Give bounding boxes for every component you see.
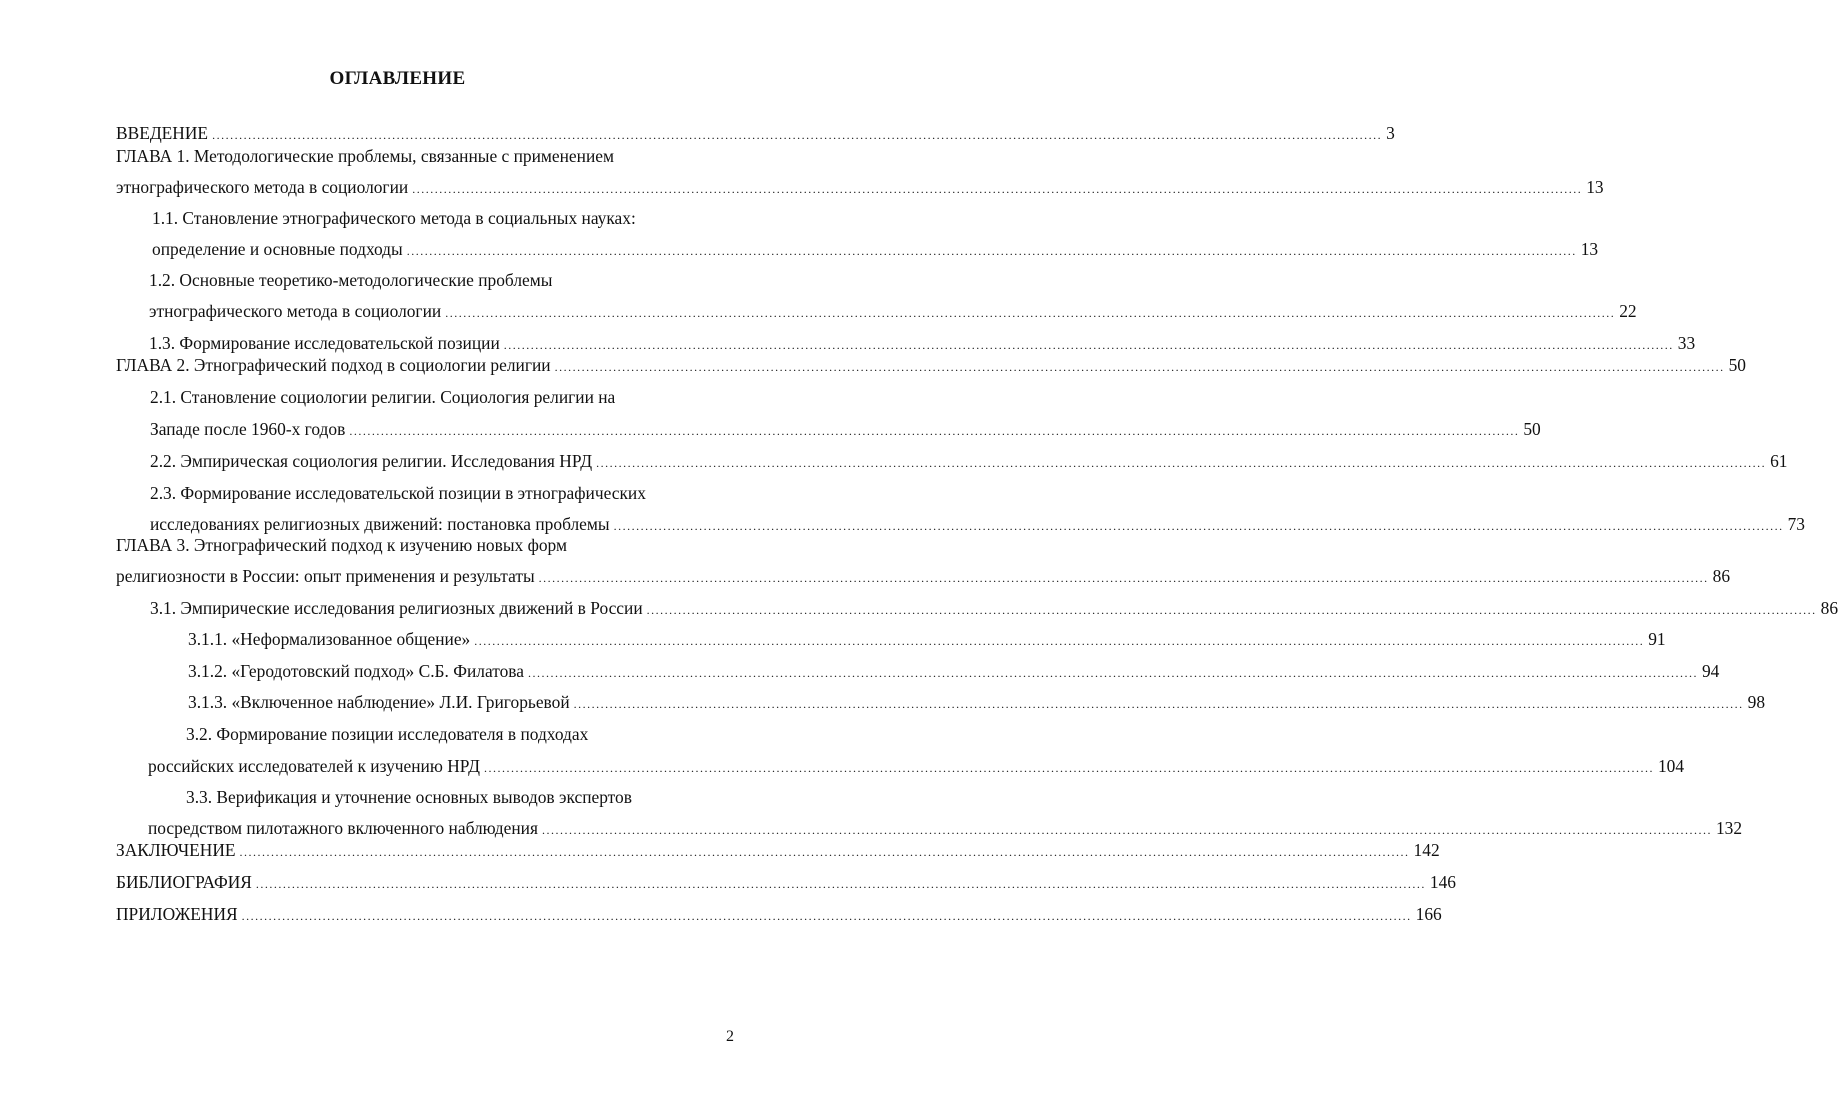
toc-entry	[149, 299, 1637, 323]
dot-leader: ....................................................................................................................................................................................................................................................................	[503, 338, 1674, 352]
toc-entry-page: 104	[1657, 756, 1685, 776]
toc-entry	[150, 385, 724, 409]
toc-entry-page: 166	[1415, 904, 1442, 924]
page-number: 2	[726, 1028, 734, 1045]
dot-leader: ....................................................................................................................................................................................................................................................................	[541, 823, 1712, 837]
dot-leader: ....................................................................................................................................................................................................................................................................	[212, 128, 1383, 142]
toc-entry	[188, 627, 1666, 651]
toc-entry-page: 142	[1413, 840, 1440, 860]
toc-entry-label: ЗАКЛЮЧЕНИЕ	[116, 840, 236, 860]
toc-entry	[150, 449, 1788, 473]
toc-entry-label: этнографического метода в социологии	[116, 177, 409, 197]
toc-entry-label: 3.1. Эмпирические исследования религиозных движений в России	[150, 598, 643, 618]
toc-entry-label: посредством пилотажного включенного наблюдения	[148, 818, 538, 838]
toc-entry-page: 94	[1701, 661, 1720, 681]
toc-entry-page: 98	[1747, 692, 1766, 712]
toc-entry-label: ГЛАВА 1. Методологические проблемы, связанные с применением	[116, 146, 614, 166]
toc-entry-label: этнографического метода в социологии	[149, 301, 442, 321]
toc-entry-page: 13	[1580, 239, 1599, 259]
toc-entry-label: религиозности в России: опыт применения и результаты	[116, 566, 535, 586]
dot-leader: ....................................................................................................................................................................................................................................................................	[646, 603, 1817, 617]
toc-entry-label: 2.3. Формирование исследовательской позиции в этнографических	[150, 483, 646, 503]
toc-entry-page: 61	[1770, 451, 1788, 471]
toc-entry-page: 50	[1523, 419, 1541, 439]
toc-entry-label: 3.1.1. «Неформализованное общение»	[188, 629, 471, 649]
toc-entry-label: 3.3. Верификация и уточнение основных выводов экспертов	[186, 787, 632, 807]
dot-leader: ....................................................................................................................................................................................................................................................................	[445, 306, 1616, 320]
toc-entry	[150, 596, 1838, 620]
toc-entry-label: Западе после 1960-х годов	[150, 419, 346, 439]
toc-entry	[116, 902, 1442, 926]
toc-entry-label: ГЛАВА 2. Этнографический подход в социологии религии	[116, 355, 551, 375]
toc-entry-page: 3	[1386, 123, 1395, 143]
toc-entry	[116, 564, 1731, 588]
dot-leader: ....................................................................................................................................................................................................................................................................	[613, 519, 1784, 533]
dot-leader: ....................................................................................................................................................................................................................................................................	[573, 697, 1744, 711]
toc-entry-page: 33	[1677, 333, 1696, 353]
toc-entry-page: 73	[1787, 514, 1805, 534]
toc-entry	[186, 722, 734, 746]
toc-entry-label: БИБЛИОГРАФИЯ	[116, 872, 252, 892]
toc-entry-label: определение и основные подходы	[152, 239, 403, 259]
toc-entry	[116, 353, 1746, 377]
toc-entry	[116, 838, 1440, 862]
toc-entry	[149, 268, 724, 292]
toc-entry-label: 2.2. Эмпирическая социология религии. Исследования НРД	[150, 451, 593, 471]
toc-entry-page: 22	[1619, 301, 1637, 321]
toc-entry-label: 3.2. Формирование позиции исследователя в подходах	[186, 724, 589, 744]
toc-entry-page: 146	[1429, 872, 1456, 892]
toc-entry-label: российских исследователей к изучению НРД	[148, 756, 480, 776]
dot-leader: ....................................................................................................................................................................................................................................................................	[483, 761, 1654, 775]
toc-entry	[116, 870, 1456, 894]
dot-leader: ....................................................................................................................................................................................................................................................................	[349, 424, 1520, 438]
toc-entry	[116, 533, 724, 557]
toc-entry	[149, 331, 1696, 355]
toc-entry	[116, 144, 714, 168]
toc-entry-page: 50	[1728, 355, 1746, 375]
dot-leader: ....................................................................................................................................................................................................................................................................	[412, 182, 1583, 196]
dot-leader: ....................................................................................................................................................................................................................................................................	[241, 909, 1412, 923]
toc-entry	[152, 206, 724, 230]
dot-leader: ....................................................................................................................................................................................................................................................................	[406, 244, 1577, 258]
toc-title: ОГЛАВЛЕНИЕ	[329, 68, 466, 89]
toc-entry-label: 3.1.3. «Включенное наблюдение» Л.И. Григорьевой	[188, 692, 570, 712]
toc-entry	[188, 659, 1720, 683]
toc-entry	[152, 237, 1599, 261]
toc-entry	[186, 785, 734, 809]
dot-leader: ....................................................................................................................................................................................................................................................................	[596, 456, 1767, 470]
toc-entry-label: 1.3. Формирование исследовательской позиции	[149, 333, 500, 353]
toc-entry-label: ГЛАВА 3. Этнографический подход к изучению новых форм	[116, 535, 567, 555]
toc-entry-page: 86	[1712, 566, 1731, 586]
toc-entry-label: 1.2. Основные теоретико-методологические проблемы	[149, 270, 553, 290]
toc-entry-label: 1.1. Становление этнографического метода в социальных науках:	[152, 208, 636, 228]
toc-entry	[188, 690, 1766, 714]
toc-entry	[150, 481, 724, 505]
toc-entry	[148, 754, 1685, 778]
toc-entry-label: 3.1.2. «Геродотовский подход» С.Б. Филатова	[188, 661, 524, 681]
toc-entry	[116, 175, 1604, 199]
dot-leader: ....................................................................................................................................................................................................................................................................	[474, 634, 1645, 648]
toc-entry	[148, 816, 1743, 840]
dot-leader: ....................................................................................................................................................................................................................................................................	[554, 360, 1725, 374]
toc-entry-label: ПРИЛОЖЕНИЯ	[116, 904, 238, 924]
dot-leader: ....................................................................................................................................................................................................................................................................	[538, 571, 1709, 585]
dot-leader: ....................................................................................................................................................................................................................................................................	[527, 666, 1698, 680]
toc-entry-label: исследованиях религиозных движений: постановка проблемы	[150, 514, 610, 534]
toc-entry	[150, 417, 1541, 441]
toc-entry	[116, 121, 1395, 145]
toc-entry-label: 2.1. Становление социологии религии. Социология религии на	[150, 387, 616, 407]
dot-leader: ....................................................................................................................................................................................................................................................................	[239, 845, 1410, 859]
toc-entry-page: 91	[1648, 629, 1666, 649]
toc-entry-page: 13	[1586, 177, 1604, 197]
dot-leader: ....................................................................................................................................................................................................................................................................	[255, 877, 1426, 891]
toc-entry-label: ВВЕДЕНИЕ	[116, 123, 209, 143]
toc-entry-page: 132	[1715, 818, 1743, 838]
toc-entry-page: 86	[1820, 598, 1838, 618]
